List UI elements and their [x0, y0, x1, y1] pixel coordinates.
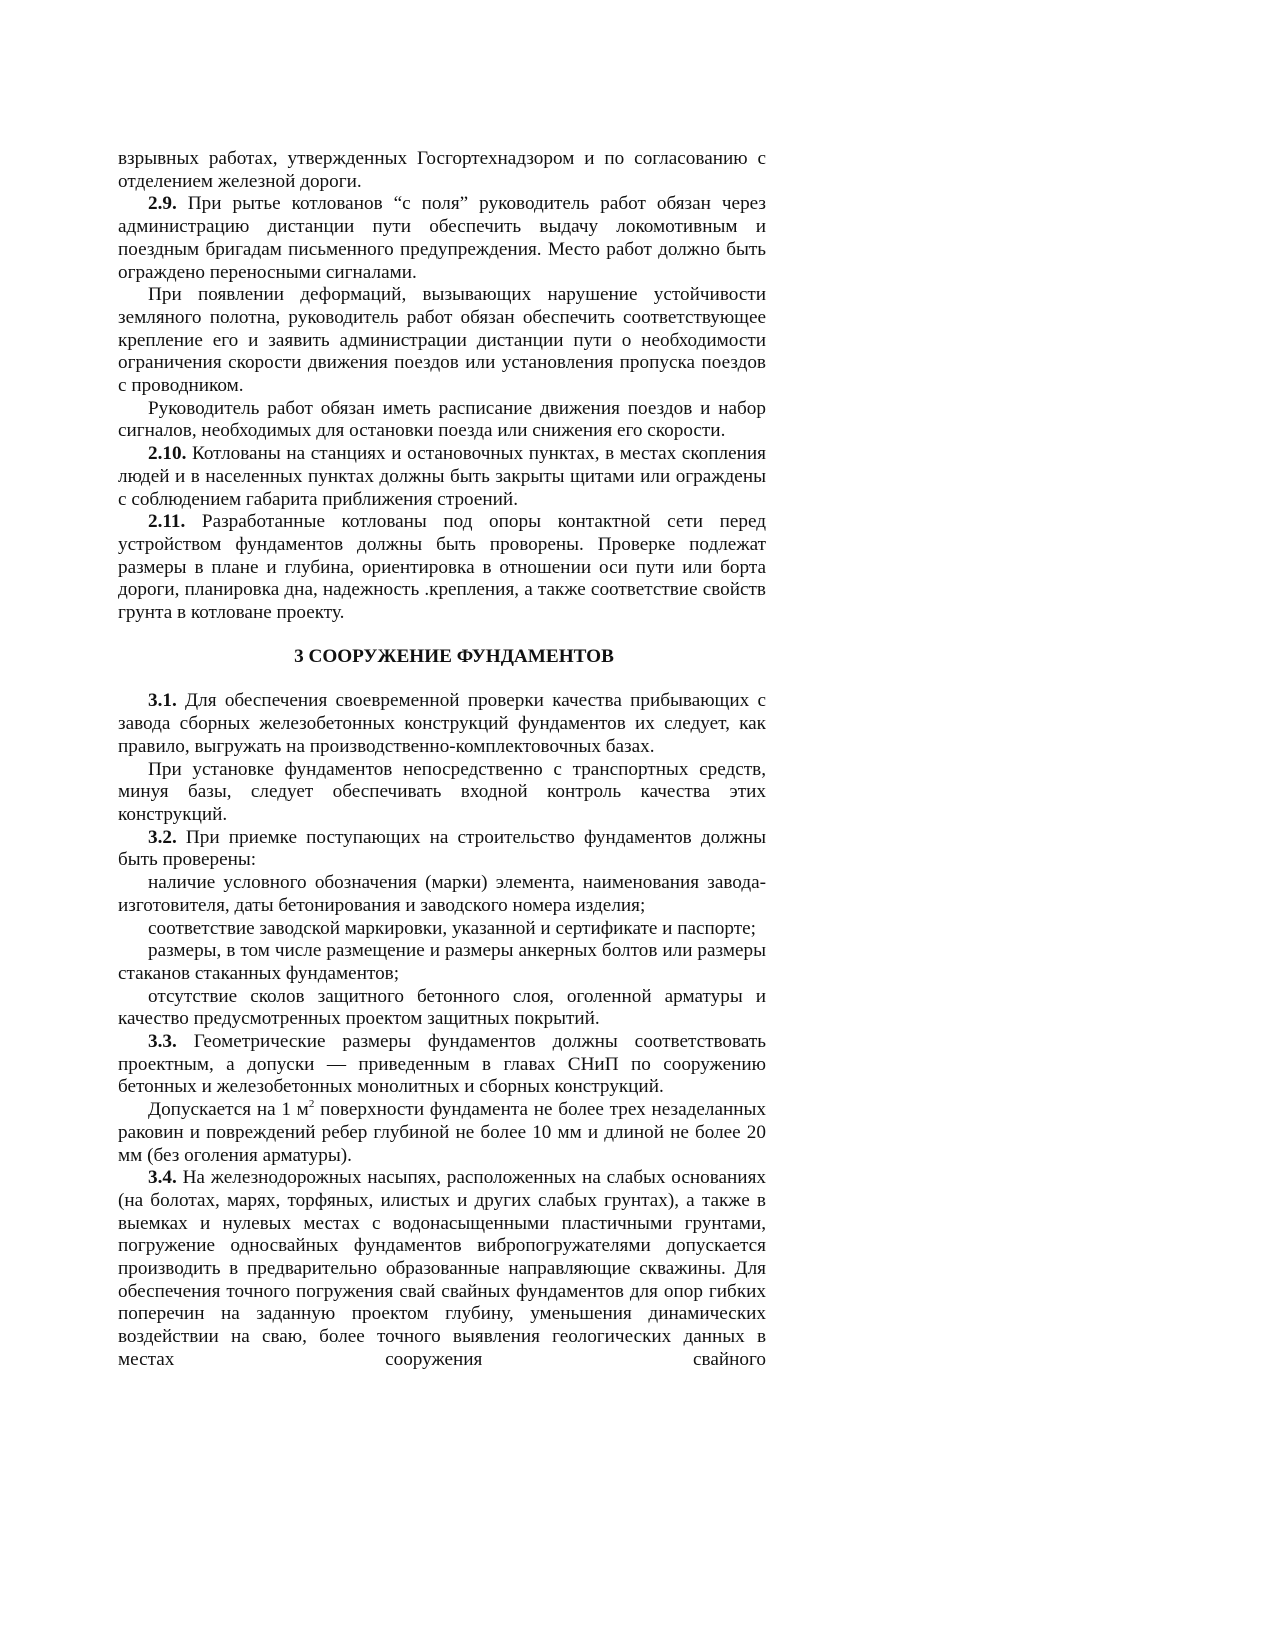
paragraph-text: Геометрические размеры фундаментов должны соответствовать проектным, а допуски — приведенным в главах СНиП по сооружению бетонных и железобетонных монолитных и сборных конструкций. — [118, 1031, 766, 1098]
paragraph-3-4 — [118, 1167, 766, 1371]
clause-number: 3.1. — [148, 690, 177, 712]
paragraph-allowance — [118, 1099, 766, 1167]
paragraph-schedule: Руководитель работ обязан иметь расписание движения поездов и набор сигналов, необходимых для остановки поезда или снижения его скорости. — [118, 397, 766, 442]
paragraph-installation: При установке фундаментов непосредственно с транспортных средств, минуя базы, следует обеспечивать входной контроль качества этих конструкций. — [118, 758, 766, 825]
paragraph-intro: взрывных работах, утвержденных Госгортехнадзором и по согласованию с отделением железной дороги. — [118, 148, 766, 192]
paragraph-deformation: При появлении деформаций, вызывающих нарушение устойчивости земляного полотна, руководитель работ обязан обеспечить соответствующее крепление его и заявить администрации дистанции пути о необходимости ограничения скорости движения поездов или установления пропуска поездов с проводником. — [118, 284, 766, 397]
superscript: 2 — [308, 1098, 315, 1111]
paragraph-text: поверхности фундамента не более трех незаделанных раковин и повреждений ребер глубиной не более 10 мм и длиной не более 20 мм (без оголения арматуры). — [118, 1099, 766, 1166]
clause-number: 2.11. — [148, 511, 186, 533]
paragraph-text: Котлованы на станциях и остановочных пунктах, в местах скопления людей и в населенных пунктах должны быть закрыты щитами или ограждены с соблюдением габарита приближения строений. — [118, 443, 766, 510]
paragraph-2-9 — [118, 193, 766, 284]
list-item: соответствие заводской маркировки, указанной и сертификате и паспорте; — [148, 917, 756, 939]
clause-number: 2.9. — [148, 193, 177, 215]
paragraph-text: Разработанные котлованы под опоры контактной сети перед устройством фундаментов должны быть проворены. Проверке подлежат размеры в плане и глубина, ориентировка в отношении оси пути или борта дороги, планировка дна, надежность .крепления, а также соответствие свойств грунта в котловане проекту. — [118, 511, 766, 624]
paragraph-text: Допускается на 1 м — [148, 1099, 309, 1121]
paragraph-3-3 — [118, 1031, 766, 1099]
section-heading: 3 СООРУЖЕНИЕ ФУНДАМЕНТОВ — [294, 645, 614, 667]
paragraph-text: При приемке поступающих на строительство фундаментов должны быть проверены: — [118, 826, 766, 871]
paragraph-text: При рытье котлованов “с поля” руководитель работ обязан через администрацию дистанции пути обеспечить выдачу локомотивным и поездным бригадам письменного предупреждения. Место работ должно быть ограждено переносными сигналами. — [118, 193, 766, 283]
clause-number: 3.3. — [148, 1031, 177, 1053]
document-page — [118, 148, 766, 1372]
clause-number: 2.10. — [148, 443, 187, 465]
list-item: размеры, в том числе размещение и размеры анкерных болтов или размеры стаканов стаканных фундаментов; — [118, 940, 766, 984]
paragraph-2-10 — [118, 443, 766, 511]
paragraph-2-11 — [118, 511, 766, 625]
paragraph-text: На железнодорожных насыпях, расположенных на слабых основаниях (на болотах, марях, торфяных, илистых и других слабых грунтах), а также в выемках и нулевых местах с водонасыщенными пластичными грунтами, погружение односвайных фундаментов вибропогружателями допускается производить в предварительно образованные направляющие скважины. Для обеспечения точного погружения свай свайных фундаментов для опор гибких поперечин на заданную проектом глубину, уменьшения динамических воздействии на сваю, более точного выявления геологических данных в местах сооружения свайного — [118, 1167, 766, 1370]
list-item: отсутствие сколов защитного бетонного слоя, оголенной арматуры и качество предусмотренных проектом защитных покрытий. — [118, 985, 766, 1030]
list-item: наличие условного обозначения (марки) элемента, наименования завода-изготовителя, даты бетонирования и заводского номера изделия; — [118, 872, 766, 916]
paragraph-text: Для обеспечения своевременной проверки качества прибывающих с завода сборных железобетонных конструкций фундаментов их следует, как правило, выгружать на производственно-комплектовочных базах. — [118, 690, 766, 757]
clause-number: 3.2. — [148, 826, 177, 848]
clause-number: 3.4. — [148, 1167, 177, 1189]
paragraph-3-2 — [118, 827, 766, 872]
paragraph-3-1 — [118, 690, 766, 758]
